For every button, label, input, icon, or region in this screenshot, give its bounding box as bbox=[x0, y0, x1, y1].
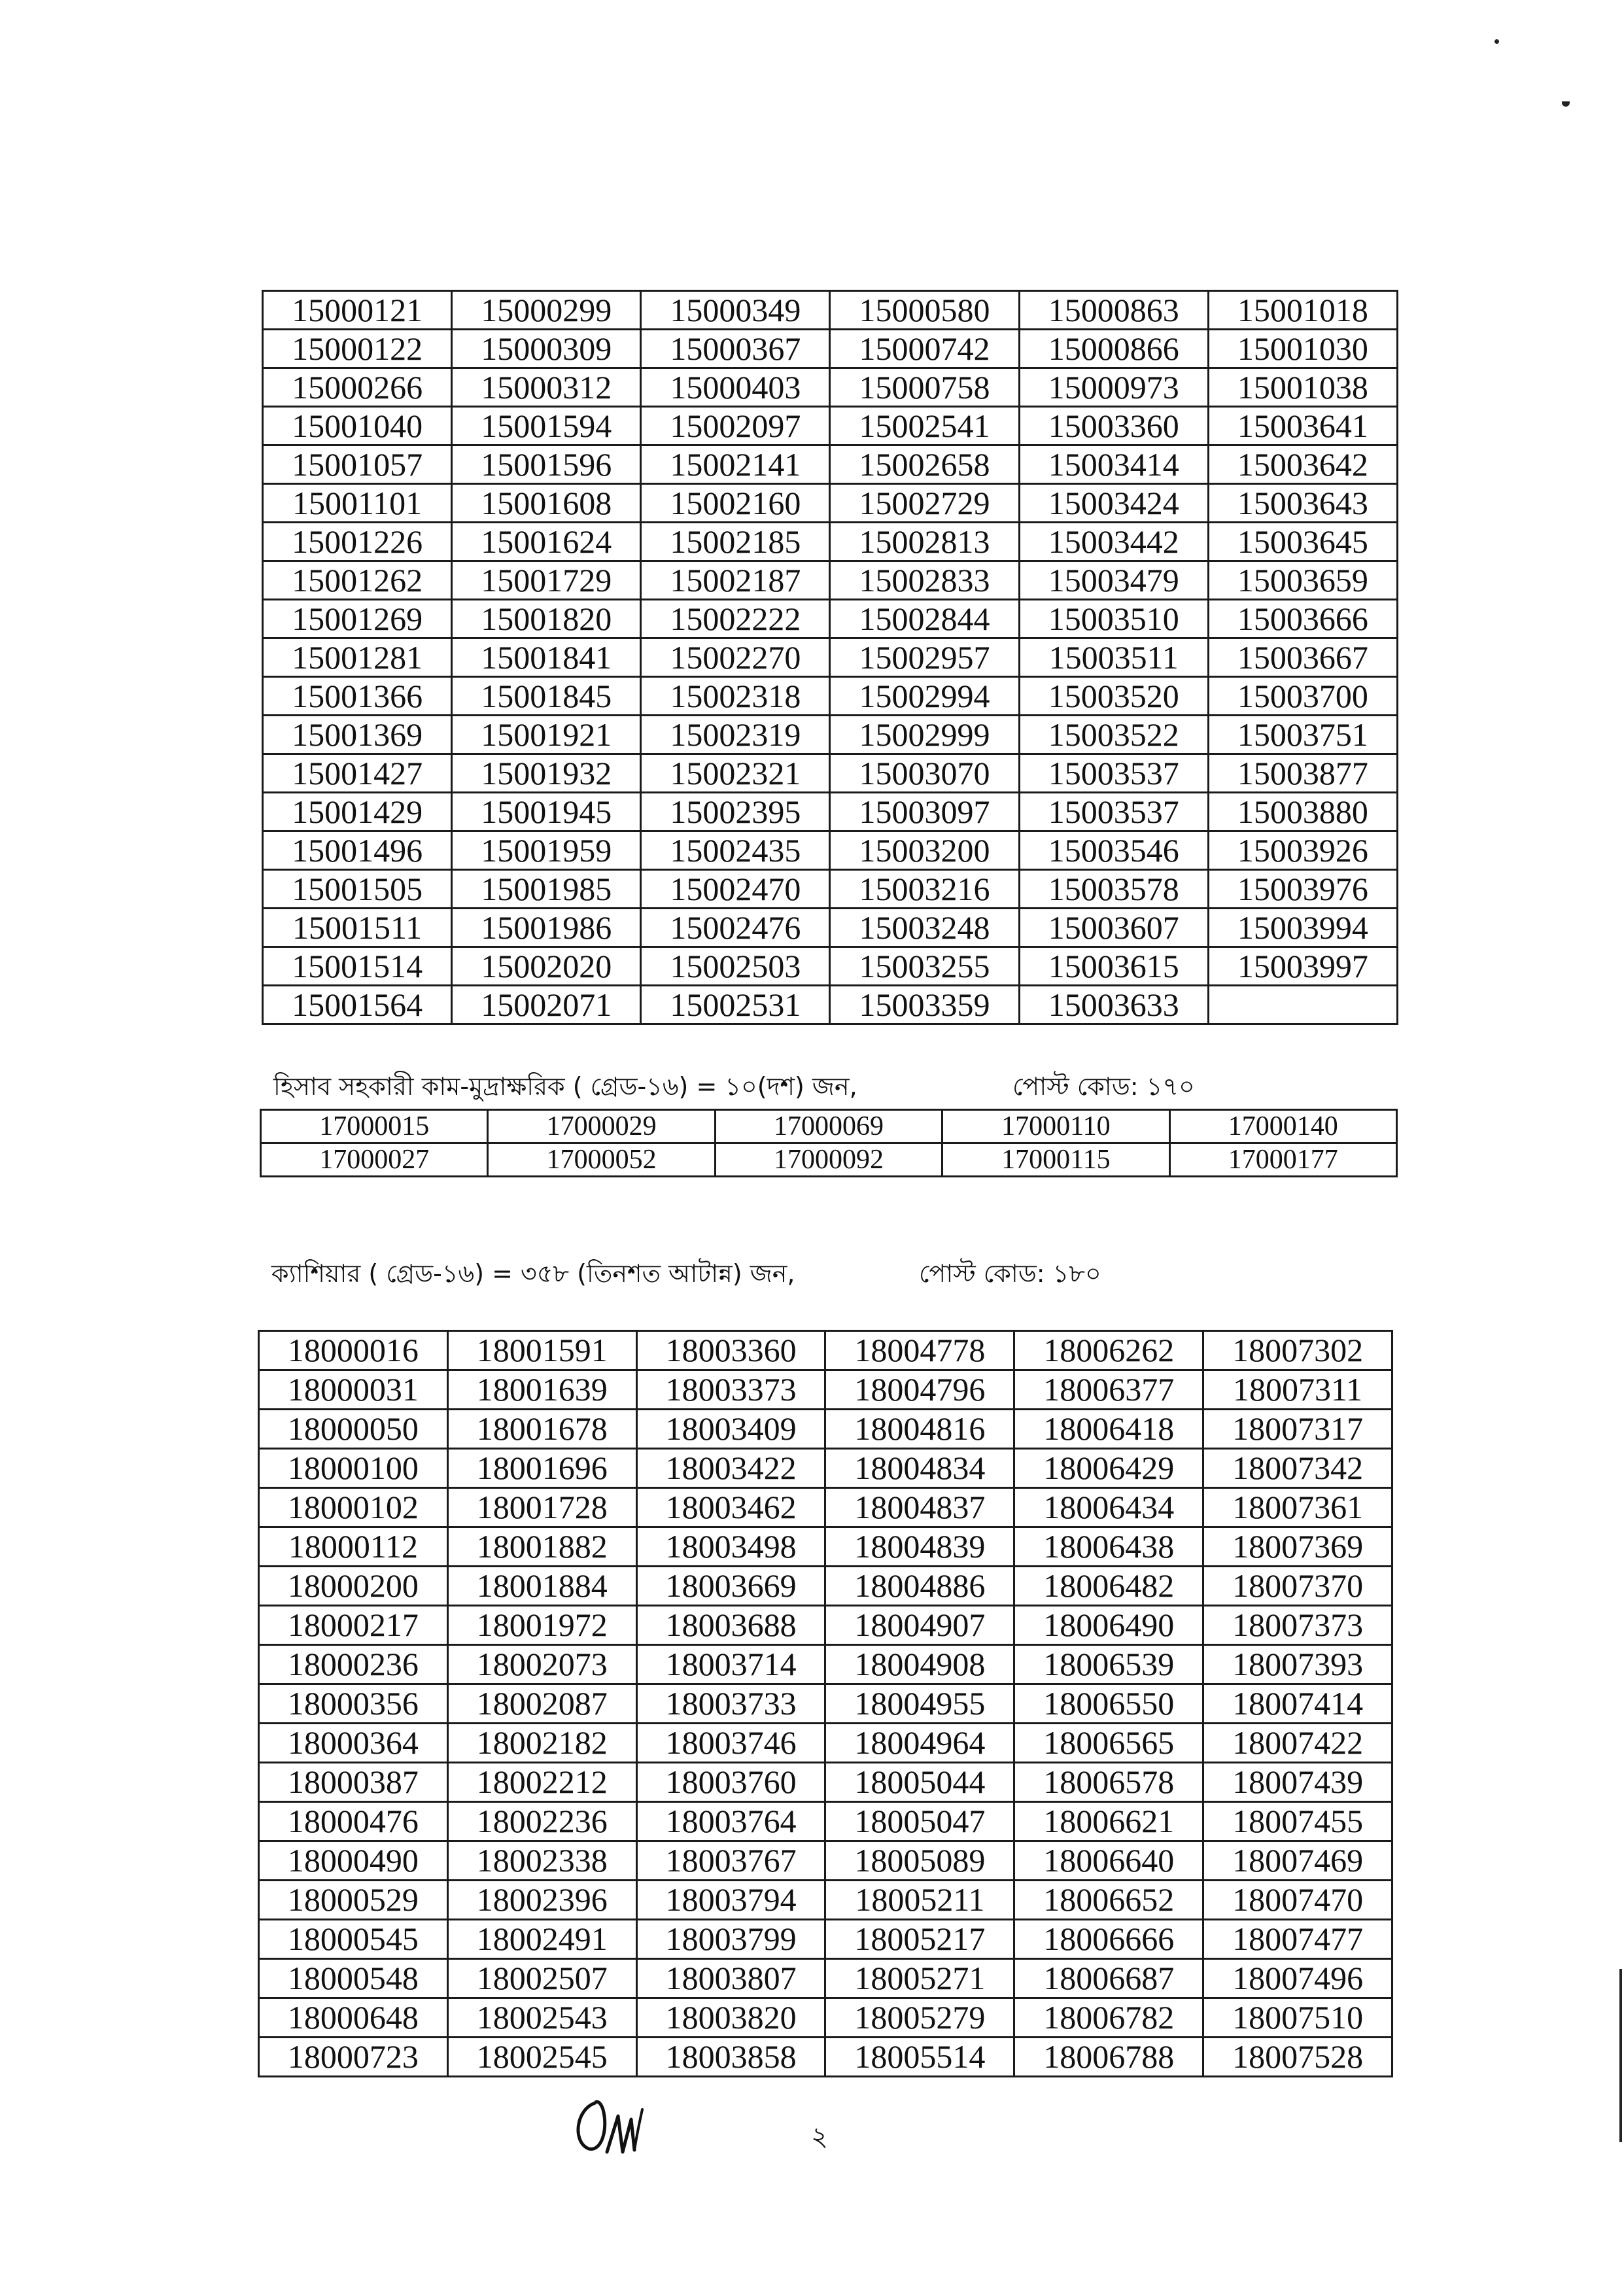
roll-number-table-accounts-assistant bbox=[260, 1109, 1398, 1177]
table-cell: 15003510 bbox=[1019, 600, 1208, 638]
table-cell: 18003858 bbox=[636, 2038, 825, 2077]
table-cell: 15001945 bbox=[452, 793, 641, 831]
table-cell: 18007342 bbox=[1203, 1449, 1392, 1488]
table-cell: 18004816 bbox=[825, 1410, 1014, 1449]
table-cell: 18007455 bbox=[1203, 1802, 1392, 1841]
table-cell: 18000648 bbox=[259, 1998, 448, 2038]
table-cell: 15003926 bbox=[1208, 831, 1397, 870]
table-cell: 18006782 bbox=[1014, 1998, 1203, 2038]
table-cell: 18007439 bbox=[1203, 1763, 1392, 1802]
table-cell: 15001845 bbox=[452, 677, 641, 716]
table-row bbox=[263, 986, 1398, 1024]
table-cell: 18002236 bbox=[447, 1802, 636, 1841]
table-cell: 15000580 bbox=[830, 291, 1019, 330]
table-cell: 15001369 bbox=[263, 716, 452, 754]
table-cell: 15003751 bbox=[1208, 716, 1397, 754]
table-cell: 15001281 bbox=[263, 638, 452, 677]
table-cell: 18002087 bbox=[447, 1684, 636, 1724]
table-cell: 15003255 bbox=[830, 947, 1019, 986]
table-cell: 18007496 bbox=[1203, 1959, 1392, 1998]
table-cell: 15002957 bbox=[830, 638, 1019, 677]
table-cell: 18004837 bbox=[825, 1488, 1014, 1527]
table-cell: 18004796 bbox=[825, 1370, 1014, 1410]
table-row bbox=[263, 445, 1398, 484]
table-cell: 15000121 bbox=[263, 291, 452, 330]
table-row bbox=[261, 1143, 1397, 1177]
table-cell: 15001932 bbox=[452, 754, 641, 793]
table-cell: 18000548 bbox=[259, 1959, 448, 1998]
table-cell: 15002541 bbox=[830, 407, 1019, 445]
table-cell: 18001696 bbox=[447, 1449, 636, 1488]
table-cell: 18006652 bbox=[1014, 1881, 1203, 1920]
table-row bbox=[259, 1920, 1392, 1959]
table-row bbox=[259, 1370, 1392, 1410]
corner-mark bbox=[1494, 39, 1499, 44]
table-cell: 15003877 bbox=[1208, 754, 1397, 793]
table-cell: 17000015 bbox=[261, 1110, 488, 1143]
table-row bbox=[263, 523, 1398, 561]
table-cell: 18007477 bbox=[1203, 1920, 1392, 1959]
table-cell: 15002994 bbox=[830, 677, 1019, 716]
table-row bbox=[263, 677, 1398, 716]
table-cell: 15002020 bbox=[452, 947, 641, 986]
table-cell: 15001729 bbox=[452, 561, 641, 600]
corner-mark bbox=[1562, 101, 1570, 107]
table-cell: 18007317 bbox=[1203, 1410, 1392, 1449]
table-cell: 18007528 bbox=[1203, 2038, 1392, 2077]
table-cell: 18004778 bbox=[825, 1331, 1014, 1370]
table-cell: 18006539 bbox=[1014, 1645, 1203, 1684]
table-cell: 15003700 bbox=[1208, 677, 1397, 716]
table-cell: 18003760 bbox=[636, 1763, 825, 1802]
table-cell: 17000027 bbox=[261, 1143, 488, 1177]
table-cell: 15003216 bbox=[830, 870, 1019, 909]
table-row bbox=[261, 1110, 1397, 1143]
table-cell: 15000863 bbox=[1019, 291, 1208, 330]
table-row bbox=[259, 1449, 1392, 1488]
table-cell: 15001820 bbox=[452, 600, 641, 638]
table-cell: 15002141 bbox=[641, 445, 830, 484]
table-cell: 15001505 bbox=[263, 870, 452, 909]
table-cell: 15003359 bbox=[830, 986, 1019, 1024]
table-cell: 15001624 bbox=[452, 523, 641, 561]
table-cell: 15001564 bbox=[263, 986, 452, 1024]
table-cell: 15001511 bbox=[263, 909, 452, 947]
table-cell: 17000029 bbox=[488, 1110, 715, 1143]
table-cell: 15000309 bbox=[452, 330, 641, 368]
table-cell: 17000177 bbox=[1169, 1143, 1396, 1177]
table-row bbox=[259, 1410, 1392, 1449]
table-cell: 18007302 bbox=[1203, 1331, 1392, 1370]
table-cell: 18003498 bbox=[636, 1527, 825, 1567]
table-cell: 18000723 bbox=[259, 2038, 448, 2077]
table-cell: 18003799 bbox=[636, 1920, 825, 1959]
table-cell: 18003807 bbox=[636, 1959, 825, 1998]
table-cell: 18007369 bbox=[1203, 1527, 1392, 1567]
table-cell: 15003659 bbox=[1208, 561, 1397, 600]
table-cell: 15003880 bbox=[1208, 793, 1397, 831]
table-row bbox=[259, 1331, 1392, 1370]
roll-number-table-top bbox=[262, 290, 1398, 1025]
table-cell: 18006666 bbox=[1014, 1920, 1203, 1959]
table-cell: 15000742 bbox=[830, 330, 1019, 368]
table-cell: 18003714 bbox=[636, 1645, 825, 1684]
table-cell: 15003667 bbox=[1208, 638, 1397, 677]
table-row bbox=[263, 793, 1398, 831]
table-cell: 15001427 bbox=[263, 754, 452, 793]
table-cell: 15003442 bbox=[1019, 523, 1208, 561]
table-cell: 15003511 bbox=[1019, 638, 1208, 677]
page-number: ২ bbox=[811, 2122, 829, 2152]
table-cell: 15002395 bbox=[641, 793, 830, 831]
table-row bbox=[259, 1724, 1392, 1763]
table-cell: 18007414 bbox=[1203, 1684, 1392, 1724]
table-cell: 15003479 bbox=[1019, 561, 1208, 600]
table-cell: 15003424 bbox=[1019, 484, 1208, 523]
table-cell: 18004839 bbox=[825, 1527, 1014, 1567]
table-cell: 15001057 bbox=[263, 445, 452, 484]
table-cell: 18003409 bbox=[636, 1410, 825, 1449]
table-cell: 18000490 bbox=[259, 1841, 448, 1881]
table-cell: 15000266 bbox=[263, 368, 452, 407]
table-cell: 15001262 bbox=[263, 561, 452, 600]
table-row bbox=[259, 1763, 1392, 1802]
table-cell: 18001882 bbox=[447, 1527, 636, 1567]
table-row bbox=[259, 1881, 1392, 1920]
table-cell: 18005279 bbox=[825, 1998, 1014, 2038]
table-cell: 18003733 bbox=[636, 1684, 825, 1724]
table-cell: 15001514 bbox=[263, 947, 452, 986]
table-cell: 15000758 bbox=[830, 368, 1019, 407]
table-cell: 15002270 bbox=[641, 638, 830, 677]
table-cell: 18003360 bbox=[636, 1331, 825, 1370]
table-cell: 18006788 bbox=[1014, 2038, 1203, 2077]
table-cell: 15001985 bbox=[452, 870, 641, 909]
table-cell: 15001040 bbox=[263, 407, 452, 445]
table-row bbox=[259, 1606, 1392, 1645]
table-row bbox=[259, 1959, 1392, 1998]
table-row bbox=[263, 716, 1398, 754]
table-cell: 18000476 bbox=[259, 1802, 448, 1841]
table-cell: 18007422 bbox=[1203, 1724, 1392, 1763]
table-cell: 15002729 bbox=[830, 484, 1019, 523]
accounts-assistant-post-code: পোস্ট কোড: ১৭০ bbox=[1012, 1072, 1195, 1101]
table-cell: 18006578 bbox=[1014, 1763, 1203, 1802]
table-cell: 15001596 bbox=[452, 445, 641, 484]
table-cell: 18001728 bbox=[447, 1488, 636, 1527]
table-cell: 15002844 bbox=[830, 600, 1019, 638]
table-cell: 15001018 bbox=[1208, 291, 1397, 330]
table-body bbox=[263, 291, 1398, 1024]
table-cell: 18002073 bbox=[447, 1645, 636, 1684]
table-cell: 18000545 bbox=[259, 1920, 448, 1959]
table-row bbox=[259, 1527, 1392, 1567]
table-cell: 18005217 bbox=[825, 1920, 1014, 1959]
scan-edge-line bbox=[1619, 1969, 1622, 2142]
table-cell: 15003645 bbox=[1208, 523, 1397, 561]
table-cell: 15001038 bbox=[1208, 368, 1397, 407]
table-cell: 18003767 bbox=[636, 1841, 825, 1881]
table-cell: 18007311 bbox=[1203, 1370, 1392, 1410]
table-row bbox=[259, 1488, 1392, 1527]
table-cell: 15003607 bbox=[1019, 909, 1208, 947]
table-cell: 15003537 bbox=[1019, 793, 1208, 831]
table-cell: 18004955 bbox=[825, 1684, 1014, 1724]
table-cell: 15002187 bbox=[641, 561, 830, 600]
table-row bbox=[263, 600, 1398, 638]
table-cell: 15003200 bbox=[830, 831, 1019, 870]
table-cell: 18002396 bbox=[447, 1881, 636, 1920]
table-cell: 15002319 bbox=[641, 716, 830, 754]
table-cell: 15002833 bbox=[830, 561, 1019, 600]
table-cell: 15001921 bbox=[452, 716, 641, 754]
table-cell: 18007510 bbox=[1203, 1998, 1392, 2038]
table-cell: 15002321 bbox=[641, 754, 830, 793]
table-cell: 17000069 bbox=[715, 1110, 942, 1143]
table-cell: 15002531 bbox=[641, 986, 830, 1024]
table-cell: 15002999 bbox=[830, 716, 1019, 754]
table-cell: 18005089 bbox=[825, 1841, 1014, 1881]
table-row bbox=[263, 947, 1398, 986]
table-cell: 18003764 bbox=[636, 1802, 825, 1841]
table-cell: 18007361 bbox=[1203, 1488, 1392, 1527]
table-cell: 18002182 bbox=[447, 1724, 636, 1763]
table-cell: 15003520 bbox=[1019, 677, 1208, 716]
table-cell: 18006687 bbox=[1014, 1959, 1203, 1998]
table-cell: 18000112 bbox=[259, 1527, 448, 1567]
table-cell: 18007370 bbox=[1203, 1567, 1392, 1606]
table-cell: 18006640 bbox=[1014, 1841, 1203, 1881]
table-cell: 15003578 bbox=[1019, 870, 1208, 909]
table-cell: 18000387 bbox=[259, 1763, 448, 1802]
table-row bbox=[263, 754, 1398, 793]
table-row bbox=[259, 2038, 1392, 2077]
table-row bbox=[263, 484, 1398, 523]
table-cell: 15000349 bbox=[641, 291, 830, 330]
table-cell: 18007470 bbox=[1203, 1881, 1392, 1920]
table-cell: 18003669 bbox=[636, 1567, 825, 1606]
table-cell: 18005271 bbox=[825, 1959, 1014, 1998]
table-cell: 15000299 bbox=[452, 291, 641, 330]
table-cell: 15002503 bbox=[641, 947, 830, 986]
table-cell: 17000115 bbox=[942, 1143, 1169, 1177]
table-row bbox=[263, 368, 1398, 407]
table-cell bbox=[1208, 986, 1397, 1024]
table-cell: 18004886 bbox=[825, 1567, 1014, 1606]
table-cell: 15003997 bbox=[1208, 947, 1397, 986]
table-cell: 18006418 bbox=[1014, 1410, 1203, 1449]
table-cell: 15002813 bbox=[830, 523, 1019, 561]
cashier-post-code: পোস্ট কোড: ১৮০ bbox=[919, 1259, 1101, 1288]
table-cell: 18000050 bbox=[259, 1410, 448, 1449]
table-body bbox=[259, 1331, 1392, 2077]
accounts-assistant-heading: হিসাব সহকারী কাম-মুদ্রাক্ষরিক ( গ্রেড-১৬) = ১০(দশ) জন, bbox=[273, 1072, 857, 1101]
table-cell: 18000102 bbox=[259, 1488, 448, 1527]
table-cell: 15002185 bbox=[641, 523, 830, 561]
table-cell: 15002071 bbox=[452, 986, 641, 1024]
table-cell: 18003688 bbox=[636, 1606, 825, 1645]
table-cell: 18006262 bbox=[1014, 1331, 1203, 1370]
table-body bbox=[261, 1110, 1397, 1177]
table-cell: 17000052 bbox=[488, 1143, 715, 1177]
table-cell: 15001959 bbox=[452, 831, 641, 870]
table-cell: 15001986 bbox=[452, 909, 641, 947]
table-cell: 18002507 bbox=[447, 1959, 636, 1998]
table-cell: 18000529 bbox=[259, 1881, 448, 1920]
table-cell: 15003546 bbox=[1019, 831, 1208, 870]
table-cell: 15001608 bbox=[452, 484, 641, 523]
table-cell: 18006565 bbox=[1014, 1724, 1203, 1763]
table-cell: 18003373 bbox=[636, 1370, 825, 1410]
table-cell: 18006482 bbox=[1014, 1567, 1203, 1606]
table-cell: 18006434 bbox=[1014, 1488, 1203, 1527]
table-cell: 18003462 bbox=[636, 1488, 825, 1527]
table-row bbox=[259, 1802, 1392, 1841]
table-cell: 18003794 bbox=[636, 1881, 825, 1920]
table-cell: 18004834 bbox=[825, 1449, 1014, 1488]
table-cell: 15003537 bbox=[1019, 754, 1208, 793]
table-cell: 18001639 bbox=[447, 1370, 636, 1410]
table-cell: 15003615 bbox=[1019, 947, 1208, 986]
table-cell: 18007393 bbox=[1203, 1645, 1392, 1684]
table-row bbox=[263, 638, 1398, 677]
table-cell: 15003666 bbox=[1208, 600, 1397, 638]
table-row bbox=[263, 909, 1398, 947]
table-cell: 15000403 bbox=[641, 368, 830, 407]
table-cell: 18002545 bbox=[447, 2038, 636, 2077]
table-cell: 15003641 bbox=[1208, 407, 1397, 445]
table-cell: 15003633 bbox=[1019, 986, 1208, 1024]
table-cell: 15001594 bbox=[452, 407, 641, 445]
table-cell: 15001226 bbox=[263, 523, 452, 561]
table-row bbox=[263, 831, 1398, 870]
table-cell: 18002212 bbox=[447, 1763, 636, 1802]
table-cell: 18000100 bbox=[259, 1449, 448, 1488]
table-row bbox=[259, 1567, 1392, 1606]
table-cell: 15003994 bbox=[1208, 909, 1397, 947]
table-cell: 18007373 bbox=[1203, 1606, 1392, 1645]
table-cell: 15001366 bbox=[263, 677, 452, 716]
table-cell: 15002097 bbox=[641, 407, 830, 445]
table-cell: 17000110 bbox=[942, 1110, 1169, 1143]
table-cell: 18000016 bbox=[259, 1331, 448, 1370]
table-cell: 18004907 bbox=[825, 1606, 1014, 1645]
table-cell: 15001269 bbox=[263, 600, 452, 638]
table-cell: 15003643 bbox=[1208, 484, 1397, 523]
table-cell: 18004964 bbox=[825, 1724, 1014, 1763]
table-cell: 15003097 bbox=[830, 793, 1019, 831]
table-cell: 18005044 bbox=[825, 1763, 1014, 1802]
table-cell: 15000866 bbox=[1019, 330, 1208, 368]
roll-number-table-cashier bbox=[258, 1330, 1393, 2077]
table-row bbox=[263, 561, 1398, 600]
table-row bbox=[263, 330, 1398, 368]
table-cell: 15001496 bbox=[263, 831, 452, 870]
table-cell: 18005514 bbox=[825, 2038, 1014, 2077]
table-cell: 18000356 bbox=[259, 1684, 448, 1724]
table-cell: 15001030 bbox=[1208, 330, 1397, 368]
table-cell: 15000367 bbox=[641, 330, 830, 368]
table-cell: 15002470 bbox=[641, 870, 830, 909]
table-row bbox=[259, 1998, 1392, 2038]
table-cell: 15001101 bbox=[263, 484, 452, 523]
table-cell: 15002476 bbox=[641, 909, 830, 947]
table-cell: 15003360 bbox=[1019, 407, 1208, 445]
table-cell: 18006621 bbox=[1014, 1802, 1203, 1841]
table-row bbox=[259, 1645, 1392, 1684]
table-cell: 15002160 bbox=[641, 484, 830, 523]
table-cell: 17000140 bbox=[1169, 1110, 1396, 1143]
table-row bbox=[259, 1684, 1392, 1724]
table-cell: 15001429 bbox=[263, 793, 452, 831]
table-cell: 18005047 bbox=[825, 1802, 1014, 1841]
table-cell: 18002543 bbox=[447, 1998, 636, 2038]
table-cell: 18006490 bbox=[1014, 1606, 1203, 1645]
table-cell: 18001884 bbox=[447, 1567, 636, 1606]
table-cell: 18006429 bbox=[1014, 1449, 1203, 1488]
table-cell: 15003070 bbox=[830, 754, 1019, 793]
table-cell: 18006438 bbox=[1014, 1527, 1203, 1567]
table-cell: 15003976 bbox=[1208, 870, 1397, 909]
table-cell: 18003820 bbox=[636, 1998, 825, 2038]
table-cell: 18006377 bbox=[1014, 1370, 1203, 1410]
table-cell: 15001841 bbox=[452, 638, 641, 677]
table-cell: 18000364 bbox=[259, 1724, 448, 1763]
table-cell: 17000092 bbox=[715, 1143, 942, 1177]
table-cell: 18000217 bbox=[259, 1606, 448, 1645]
table-row bbox=[263, 291, 1398, 330]
table-cell: 18000236 bbox=[259, 1645, 448, 1684]
table-cell: 18003422 bbox=[636, 1449, 825, 1488]
table-cell: 15000312 bbox=[452, 368, 641, 407]
table-cell: 18002338 bbox=[447, 1841, 636, 1881]
table-row bbox=[259, 1841, 1392, 1881]
table-cell: 18000200 bbox=[259, 1567, 448, 1606]
table-cell: 18001972 bbox=[447, 1606, 636, 1645]
table-cell: 18007469 bbox=[1203, 1841, 1392, 1881]
table-cell: 18003746 bbox=[636, 1724, 825, 1763]
table-cell: 18004908 bbox=[825, 1645, 1014, 1684]
table-cell: 15000122 bbox=[263, 330, 452, 368]
table-cell: 15002435 bbox=[641, 831, 830, 870]
table-cell: 15003642 bbox=[1208, 445, 1397, 484]
table-cell: 15002222 bbox=[641, 600, 830, 638]
table-cell: 15000973 bbox=[1019, 368, 1208, 407]
table-cell: 18001591 bbox=[447, 1331, 636, 1370]
table-cell: 15002658 bbox=[830, 445, 1019, 484]
table-row bbox=[263, 407, 1398, 445]
table-cell: 18005211 bbox=[825, 1881, 1014, 1920]
table-cell: 18001678 bbox=[447, 1410, 636, 1449]
table-cell: 15003248 bbox=[830, 909, 1019, 947]
table-cell: 18000031 bbox=[259, 1370, 448, 1410]
table-cell: 15003414 bbox=[1019, 445, 1208, 484]
signature bbox=[569, 2090, 661, 2168]
table-cell: 15002318 bbox=[641, 677, 830, 716]
table-cell: 15003522 bbox=[1019, 716, 1208, 754]
cashier-heading: ক্যাশিয়ার ( গ্রেড-১৬) = ৩৫৮ (তিনশত আটান্ন) জন, bbox=[271, 1259, 795, 1288]
table-cell: 18002491 bbox=[447, 1920, 636, 1959]
table-cell: 18006550 bbox=[1014, 1684, 1203, 1724]
table-row bbox=[263, 870, 1398, 909]
